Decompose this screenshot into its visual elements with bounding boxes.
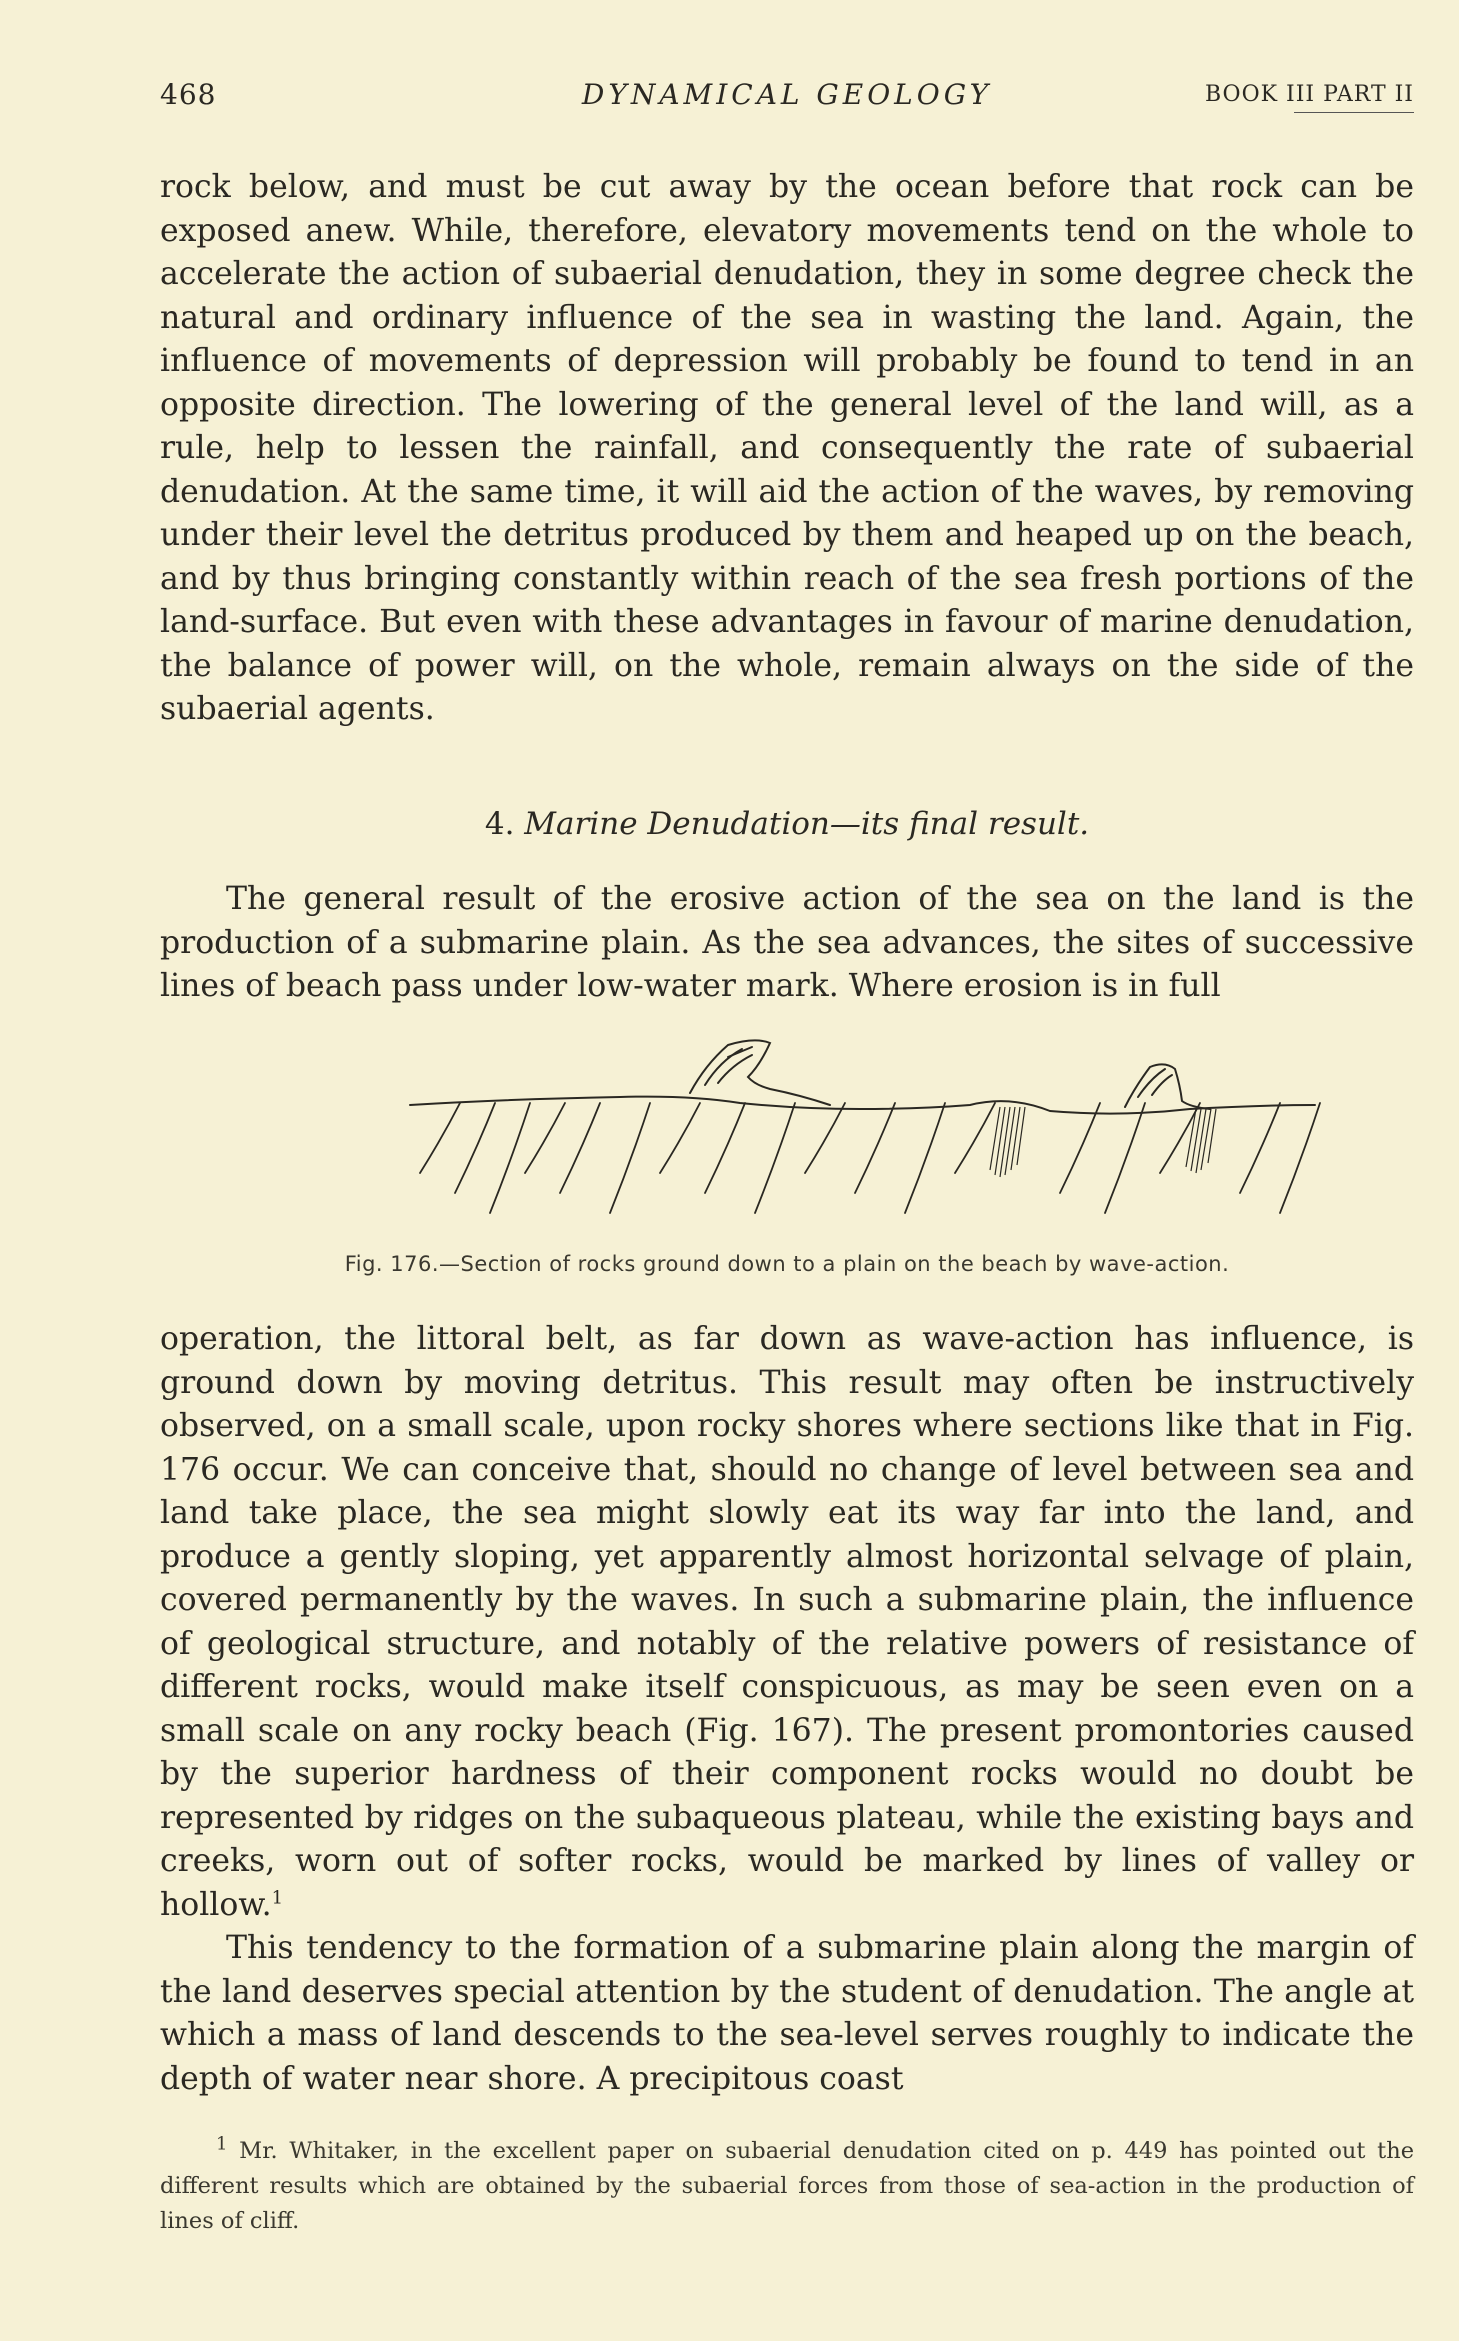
page-number: 468 [160,78,217,111]
stratum-line [610,1103,650,1213]
stratum-line [1160,1103,1200,1173]
figure-caption: Fig. 176.—Section of rocks ground down to a plain on the beach by wave-action. [344,1252,1230,1276]
section-title: Marine Denudation—its final result. [524,806,1090,842]
footnote-text: Mr. Whitaker, in the excellent paper on subaerial denudation cited on p. 449 has pointed out the different results which are obtained by the subaerial forces from those of sea-action in the production of lines of cliff. [160,2138,1415,2234]
footnote-reference: 1 [271,1887,284,1908]
stratum-line [805,1103,845,1173]
section-number: 4. [484,806,515,842]
stratum-line [1060,1103,1100,1193]
paragraph-1: rock below, and must be cut away by the ocean before that rock can be exposed anew. While, therefore, elevatory movements tend on the whole to accelerate the action of subaerial denudation, they in some degree check the natural and ordinary influence of the sea in wasting the land. Again, the influence of movements of depression will probably be found to tend in an opposite direction. The lowering of the general level of the land will, as a rule, help to lessen the rainfall, and consequently the rate of subaerial denudation. At the same time, it will aid the action of the waves, by removing under their level the detritus produced by them and heaped up on the beach, and by thus bringing constantly within reach of the sea fresh portions of the land-surface. But even with these advantages in favour of marine denudation, the balance of power will, on the whole, remain always on the side of the subaerial agents. [160,169,1414,727]
stratum-line [705,1103,745,1193]
stratum-line [905,1103,945,1213]
header-rule [1294,112,1414,113]
stratum-line [855,1103,895,1193]
paragraph-2: The general result of the erosive action of the sea on the land is the production of a submarine plain. As the sea advances, the sites of successive lines of beach pass under low-water mark. Where erosion is in full [160,881,1414,1004]
figure-176 [360,1025,1400,1275]
section-heading [160,806,1414,842]
stratum-line [1240,1103,1280,1193]
running-header [160,78,1414,118]
paragraph-3-text: operation, the littoral belt, as far down as wave-action has influence, is ground down by moving detritus. This result may often be instructively observed, on a small scale, upon rocky shores where sections like that in Fig. 176 occur. We can conceive that, should no change of level between sea and land take place, the sea might slowly eat its way far into the land, and produce a gently sloping, yet apparently almost horizontal selvage of plain, covered permanently by the waves. In such a submarine plain, the influence of geological structure, and notably of the relative powers of resistance of different rocks, would make itself conspicuous, as may be seen even on a small scale on any rocky beach (Fig. 167). The present promontories caused by the superior hardness of their component rocks would no doubt be represented by ridges on the subaqueous plateau, while the existing bays and creeks, worn out of softer rocks, would be marked by lines of valley or hollow. [160,1321,1414,1923]
paragraph-3 [160,1318,1414,1927]
running-title: DYNAMICAL GEOLOGY [581,78,993,111]
book-page [160,0,1414,2341]
stratum-line [755,1103,795,1213]
stratum-line [455,1103,495,1193]
stratum-line [1280,1103,1320,1213]
stratum-line [525,1103,565,1173]
footnote-marker: 1 [216,2133,228,2155]
paragraph-4: This tendency to the formation of a submarine plain along the margin of the land deserves special attention by the student of denudation. The angle at which a mass of land descends to the sea-level serves roughly to indicate the depth of water near shore. A precipitous coast [160,1930,1414,2097]
stratum-line [560,1103,600,1193]
footnote [160,2134,1414,2239]
book-part-label: BOOK III PART II [1204,82,1414,107]
rock-section-illustration [360,1025,1400,1275]
stratum-line [660,1103,700,1173]
stratum-line [955,1103,995,1173]
stratum-line [420,1103,460,1173]
stratum-line [1105,1103,1145,1213]
stratum-line [490,1103,530,1213]
